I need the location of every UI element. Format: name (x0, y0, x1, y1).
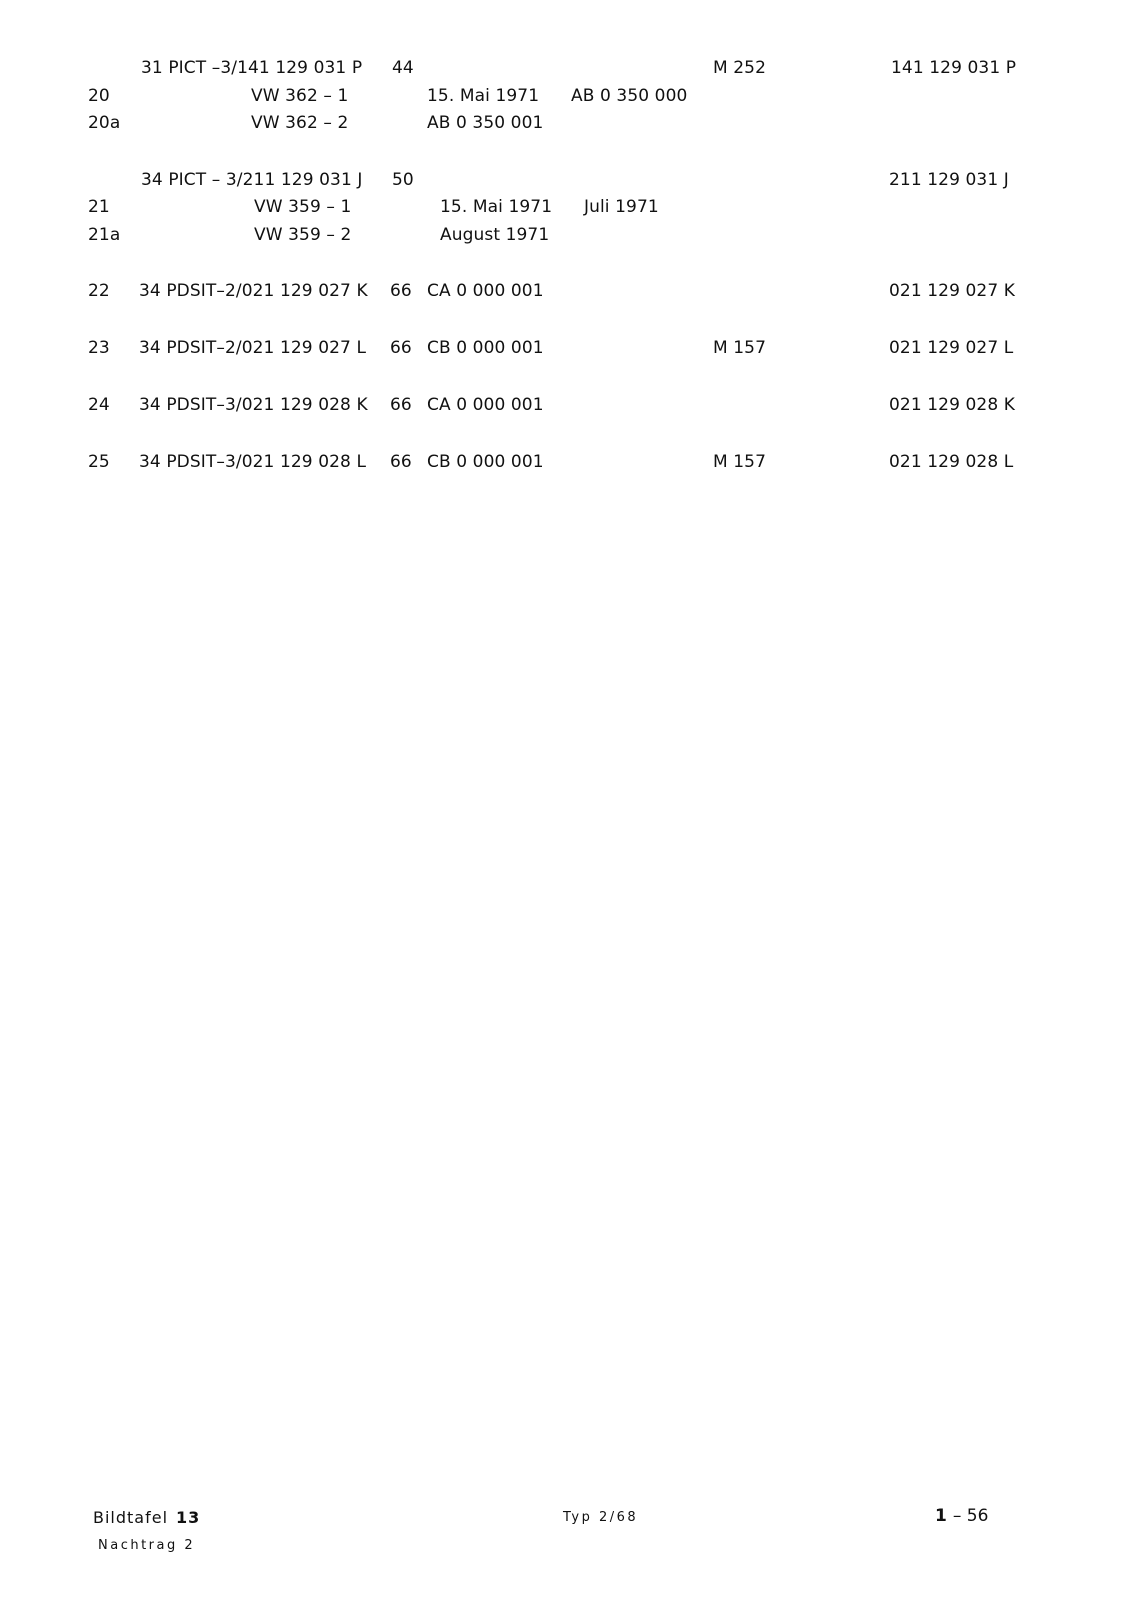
model-code: M 157 (713, 452, 767, 472)
part-designation: VW 359 – 1 (254, 197, 352, 217)
model-code: M 252 (713, 58, 767, 78)
valid-from: CA 0 000 001 (427, 395, 544, 415)
part-designation: 31 PICT –3/141 129 031 P (141, 58, 363, 78)
item-number: 21a (88, 225, 121, 245)
part-designation: 34 PDSIT–2/021 129 027 K (139, 281, 368, 301)
plate-label: Bildtafel (93, 1508, 169, 1527)
part-designation: VW 362 – 2 (251, 113, 349, 133)
item-number: 23 (88, 338, 110, 358)
quantity-code: 66 (390, 395, 412, 415)
part-designation: 34 PDSIT–3/021 129 028 L (139, 452, 367, 472)
plate-reference (93, 1508, 200, 1527)
valid-from: CB 0 000 001 (427, 452, 544, 472)
part-designation: 34 PDSIT–2/021 129 027 L (139, 338, 367, 358)
plate-number: 13 (176, 1508, 201, 1527)
item-number: 20 (88, 86, 110, 106)
valid-from: AB 0 350 001 (427, 113, 544, 133)
part-number: 021 129 027 K (889, 281, 1016, 301)
quantity-code: 50 (392, 170, 414, 190)
item-number: 20a (88, 113, 121, 133)
quantity-code: 44 (392, 58, 414, 78)
page-number-minor: – 56 (952, 1506, 989, 1526)
valid-to: Juli 1971 (584, 197, 659, 217)
valid-from: 15. Mai 1971 (427, 86, 540, 106)
item-number: 24 (88, 395, 110, 415)
valid-from: CB 0 000 001 (427, 338, 544, 358)
part-designation: 34 PICT – 3/211 129 031 J (141, 170, 363, 190)
part-designation: VW 362 – 1 (251, 86, 349, 106)
page-number (935, 1506, 988, 1526)
item-number: 21 (88, 197, 110, 217)
part-designation: 34 PDSIT–3/021 129 028 K (139, 395, 368, 415)
quantity-code: 66 (390, 338, 412, 358)
valid-to: AB 0 350 000 (571, 86, 688, 106)
quantity-code: 66 (390, 452, 412, 472)
part-number: 021 129 028 K (889, 395, 1016, 415)
part-number: 021 129 027 L (889, 338, 1014, 358)
part-number: 211 129 031 J (889, 170, 1009, 190)
model-code: M 157 (713, 338, 767, 358)
valid-from: 15. Mai 1971 (440, 197, 553, 217)
page-number-major: 1 (935, 1506, 947, 1526)
item-number: 22 (88, 281, 110, 301)
supplement-label: Nachtrag 2 (98, 1538, 196, 1553)
item-number: 25 (88, 452, 110, 472)
type-label: Typ 2/68 (563, 1510, 639, 1525)
valid-from: August 1971 (440, 225, 550, 245)
part-designation: VW 359 – 2 (254, 225, 352, 245)
part-number: 021 129 028 L (889, 452, 1014, 472)
quantity-code: 66 (390, 281, 412, 301)
valid-from: CA 0 000 001 (427, 281, 544, 301)
part-number: 141 129 031 P (891, 58, 1017, 78)
